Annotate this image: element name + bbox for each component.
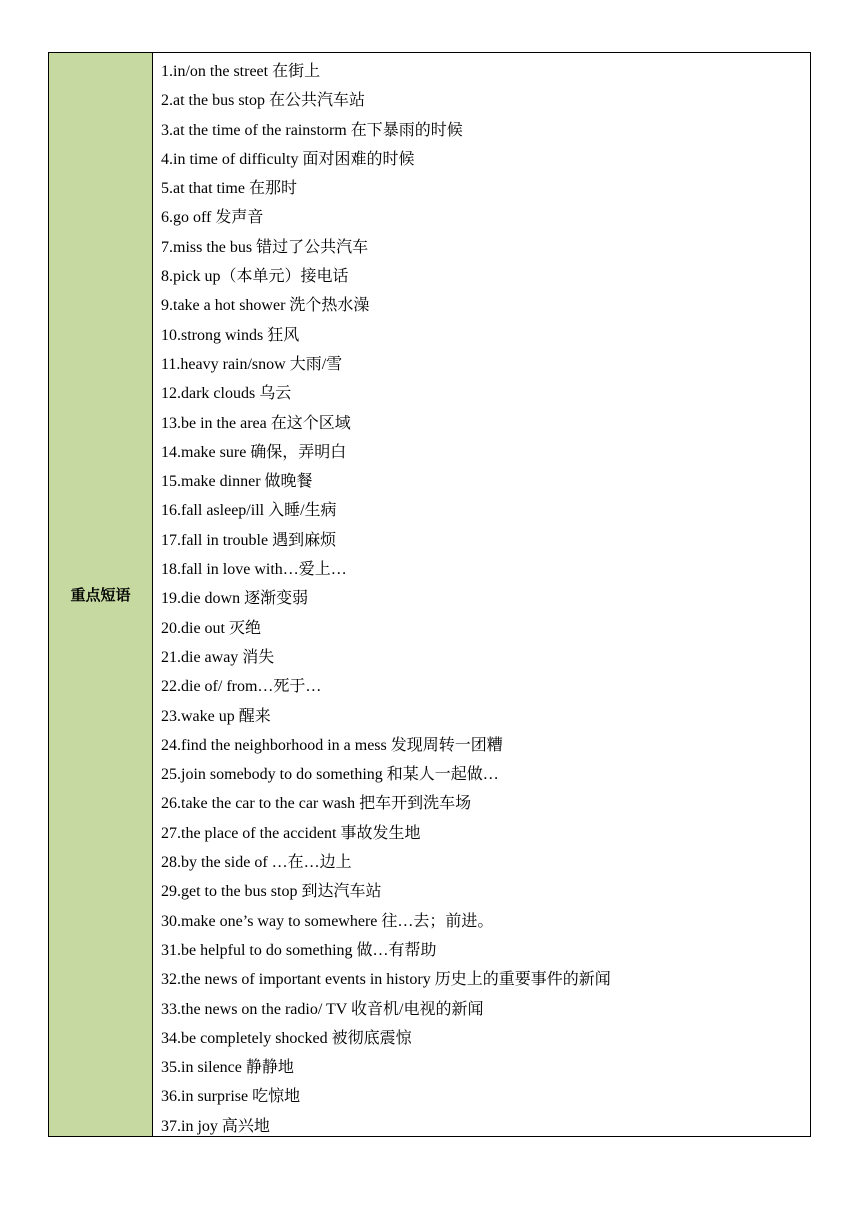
phrase-item: 14.make sure 确保，弄明白 [161, 443, 347, 461]
phrase-item: 9.take a hot shower 洗个热水澡 [161, 297, 370, 315]
phrase-table [48, 52, 811, 1137]
phrase-item: 12.dark clouds 乌云 [161, 385, 292, 403]
section-label-cell [49, 53, 153, 1136]
section-label: 重点短语 [70, 586, 131, 604]
phrase-list [153, 53, 810, 1136]
phrase-item: 18.fall in love with…爱上… [161, 561, 347, 579]
phrase-item: 11.heavy rain/snow 大雨/雪 [161, 355, 343, 373]
phrase-item: 4.in time of difficulty 面对困难的时候 [161, 150, 415, 168]
phrase-item: 8.pick up（本单元）接电话 [161, 268, 349, 286]
phrase-item: 23.wake up 醒来 [161, 707, 271, 725]
phrase-item: 37.in joy 高兴地 [161, 1117, 270, 1135]
phrase-item: 1.in/on the street 在街上 [161, 63, 321, 80]
phrase-item: 7.miss the bus 错过了公共汽车 [161, 238, 369, 256]
phrase-item: 16.fall asleep/ill 入睡/生病 [161, 502, 337, 520]
phrase-item: 33.the news on the radio/ TV 收音机/电视的新闻 [161, 1000, 484, 1018]
phrase-item: 36.in surprise 吃惊地 [161, 1088, 301, 1106]
phrase-item: 24.find the neighborhood in a mess 发现周转一团糟 [161, 736, 503, 754]
phrase-item: 5.at that time 在那时 [161, 180, 297, 198]
phrase-item: 25.join somebody to do something 和某人一起做… [161, 766, 499, 784]
phrase-item: 3.at the time of the rainstorm 在下暴雨的时候 [161, 121, 463, 139]
phrase-item: 35.in silence 静静地 [161, 1059, 294, 1077]
phrase-item: 6.go off 发声音 [161, 209, 264, 227]
phrase-item: 27.the place of the accident 事故发生地 [161, 824, 421, 842]
phrase-item: 30.make one’s way to somewhere 往…去；前进。 [161, 912, 494, 930]
phrase-item: 2.at the bus stop 在公共汽车站 [161, 92, 365, 110]
phrase-item: 13.be in the area 在这个区域 [161, 414, 351, 432]
phrase-item: 26.take the car to the car wash 把车开到洗车场 [161, 795, 472, 813]
phrase-item: 15.make dinner 做晚餐 [161, 473, 313, 491]
phrase-item: 28.by the side of …在…边上 [161, 854, 352, 872]
phrase-item: 21.die away 消失 [161, 648, 275, 666]
phrase-item: 10.strong winds 狂风 [161, 326, 300, 344]
phrase-item: 17.fall in trouble 遇到麻烦 [161, 531, 337, 549]
phrase-item: 31.be helpful to do something 做…有帮助 [161, 941, 437, 959]
phrase-item: 34.be completely shocked 被彻底震惊 [161, 1029, 412, 1047]
phrase-item: 32.the news of important events in history 历史上的重要事件的新闻 [161, 971, 611, 989]
phrase-item: 20.die out 灭绝 [161, 619, 261, 637]
phrase-item: 19.die down 逐渐变弱 [161, 590, 309, 608]
phrase-item: 29.get to the bus stop 到达汽车站 [161, 883, 382, 901]
phrase-item: 22.die of/ from…死于… [161, 678, 322, 696]
